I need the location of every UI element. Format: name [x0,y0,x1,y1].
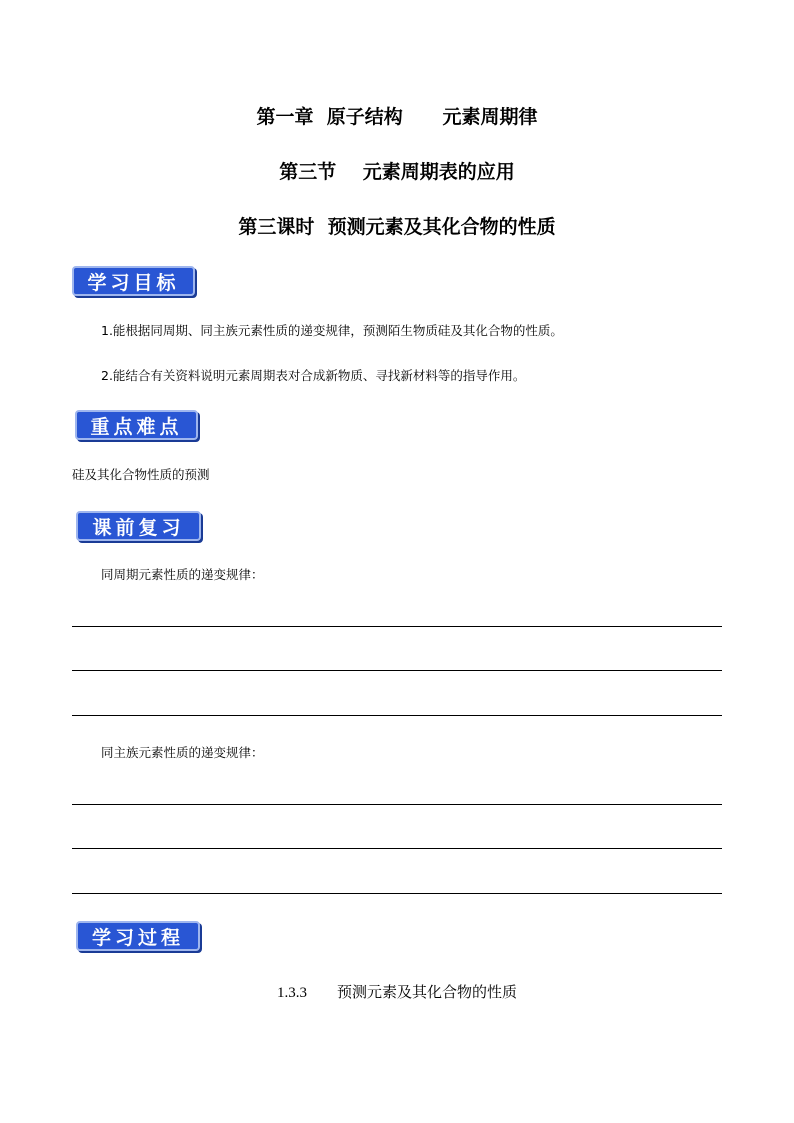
lesson-title: 第三课时 预测元素及其化合物的性质 [238,216,556,238]
answer-line [72,670,722,671]
objectives-badge: 学习目标 [72,266,195,296]
answer-line [72,715,722,716]
process-number: 1.3.3 [276,985,307,1001]
group-trend-prompt: 同主族元素性质的递变规律： [101,745,264,760]
answer-line [72,626,722,627]
answer-line [72,848,722,849]
objective-item-1: 1.能根据同周期、同主族元素性质的递变规律，预测陌生物质硅及其化合物的性质。 [101,323,563,338]
chapter-title: 第一章 原子结构 元素周期律 [256,106,538,128]
section-title: 第三节 元素周期表的应用 [279,161,515,183]
process-heading [0,982,794,1003]
process-badge: 学习过程 [76,921,200,951]
key-points-badge: 重点难点 [75,410,198,440]
answer-line [72,804,722,805]
answer-line [72,893,722,894]
review-badge: 课前复习 [76,511,201,541]
key-points-text: 硅及其化合物性质的预测 [72,467,210,482]
period-trend-prompt: 同周期元素性质的递变规律： [101,567,264,582]
process-title: 预测元素及其化合物的性质 [336,983,517,1001]
objective-item-2: 2.能结合有关资料说明元素周期表对合成新物质、寻找新材料等的指导作用。 [101,368,526,383]
